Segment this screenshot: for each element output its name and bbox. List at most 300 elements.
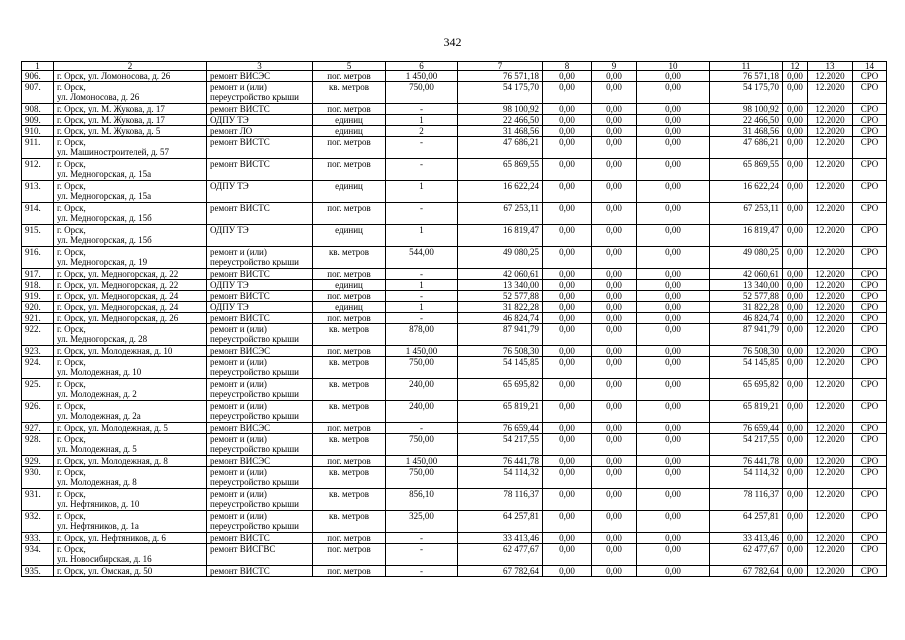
column-header: 14 (853, 62, 887, 71)
cell-address (54, 489, 207, 511)
cell-volume: 1 450,00 (386, 456, 458, 467)
address-line: г. Орск, (57, 357, 86, 367)
cell-col-9: 0,00 (592, 71, 637, 82)
cell-source: СРО (853, 137, 887, 159)
cell-period: 12.2020 (808, 291, 853, 302)
cell-unit: кв. метров (313, 401, 386, 423)
cell-col-9: 0,00 (592, 467, 637, 489)
cell-col-8: 0,00 (543, 511, 592, 533)
cell-col-11: 47 686,21 (710, 137, 783, 159)
address-line: г. Орск, (57, 401, 86, 411)
work-line: ОДПУ ТЭ (210, 115, 249, 125)
cell-volume: - (386, 137, 458, 159)
address-line: г. Орск, ул. Нефтяников, д. 6 (57, 533, 166, 543)
work-line: ОДПУ ТЭ (210, 280, 249, 290)
address-line: г. Орск, (57, 159, 86, 169)
cell-source: СРО (853, 434, 887, 456)
cell-col-10: 0,00 (637, 291, 710, 302)
cell-col-9: 0,00 (592, 181, 637, 203)
address-line: г. Орск, (57, 203, 86, 213)
work-line: переустройство крыши (210, 444, 299, 454)
cell-cost-total: 76 659,44 (458, 423, 543, 434)
cell-source: СРО (853, 159, 887, 181)
cell-work-type (207, 489, 313, 511)
page-number: 342 (443, 35, 462, 49)
cell-col-10: 0,00 (637, 302, 710, 313)
address-line: г. Орск, (57, 82, 86, 92)
cell-volume: 1 (386, 225, 458, 247)
cell-volume: 750,00 (386, 467, 458, 489)
cell-period: 12.2020 (808, 302, 853, 313)
cell-col-12: 0,00 (783, 566, 808, 577)
work-line: ремонт ВИСТС (210, 291, 270, 301)
cell-col-10: 0,00 (637, 423, 710, 434)
cell-col-11: 65 819,21 (710, 401, 783, 423)
cell-col-9: 0,00 (592, 313, 637, 324)
cell-source: СРО (853, 280, 887, 291)
table-row (22, 423, 887, 434)
cell-unit: пог. метров (313, 313, 386, 324)
cell-work-type (207, 566, 313, 577)
cell-source: СРО (853, 291, 887, 302)
cell-unit: единиц (313, 225, 386, 247)
work-line: переустройство крыши (210, 334, 299, 344)
cell-col-12: 0,00 (783, 379, 808, 401)
table-row (22, 181, 887, 203)
cell-source: СРО (853, 379, 887, 401)
cell-col-11: 76 571,18 (710, 71, 783, 82)
cell-unit: пог. метров (313, 566, 386, 577)
cell-col-11: 65 869,55 (710, 159, 783, 181)
address-line: ул. Молодежная, д. 2 (57, 389, 137, 399)
cell-period: 12.2020 (808, 203, 853, 225)
cell-period: 12.2020 (808, 137, 853, 159)
address-line: г. Орск, (57, 489, 86, 499)
cell-col-11: 67 782,64 (710, 566, 783, 577)
cell-source: СРО (853, 181, 887, 203)
cell-col-9: 0,00 (592, 203, 637, 225)
work-line: ремонт и (или) (210, 357, 267, 367)
cell-address (54, 82, 207, 104)
cell-address (54, 533, 207, 544)
cell-unit: пог. метров (313, 291, 386, 302)
cell-address (54, 159, 207, 181)
cell-volume: - (386, 423, 458, 434)
column-header: 10 (637, 62, 710, 71)
address-line: г. Орск, (57, 181, 86, 191)
cell-address (54, 324, 207, 346)
work-line: ремонт ВИСТС (210, 203, 270, 213)
cell-col-12: 0,00 (783, 225, 808, 247)
table-row (22, 533, 887, 544)
cell-row-number: 911. (22, 137, 54, 159)
cell-col-12: 0,00 (783, 280, 808, 291)
work-line: переустройство крыши (210, 477, 299, 487)
address-line: г. Орск, ул. М. Жукова, д. 17 (57, 115, 165, 125)
cell-unit: пог. метров (313, 104, 386, 115)
cell-col-9: 0,00 (592, 544, 637, 566)
cell-col-10: 0,00 (637, 467, 710, 489)
cell-col-8: 0,00 (543, 566, 592, 577)
cell-row-number: 920. (22, 302, 54, 313)
cell-col-11: 54 217,55 (710, 434, 783, 456)
cell-row-number: 929. (22, 456, 54, 467)
cell-source: СРО (853, 203, 887, 225)
cell-address (54, 401, 207, 423)
table-row (22, 269, 887, 280)
column-number-row (22, 62, 887, 71)
table-row (22, 324, 887, 346)
cell-work-type (207, 302, 313, 313)
cell-col-9: 0,00 (592, 511, 637, 533)
cell-volume: - (386, 104, 458, 115)
cell-col-10: 0,00 (637, 434, 710, 456)
cell-volume: 1 (386, 115, 458, 126)
cell-col-8: 0,00 (543, 71, 592, 82)
cell-col-11: 87 941,79 (710, 324, 783, 346)
cell-col-9: 0,00 (592, 346, 637, 357)
table-header (22, 62, 887, 71)
cell-work-type (207, 401, 313, 423)
cell-volume: 1 (386, 302, 458, 313)
cell-col-12: 0,00 (783, 181, 808, 203)
cell-source: СРО (853, 357, 887, 379)
table-row (22, 137, 887, 159)
work-line: переустройство крыши (210, 389, 299, 399)
cell-volume: - (386, 203, 458, 225)
cell-work-type (207, 203, 313, 225)
cell-source: СРО (853, 423, 887, 434)
cell-work-type (207, 137, 313, 159)
cell-source: СРО (853, 346, 887, 357)
work-line: переустройство крыши (210, 411, 299, 421)
cell-source: СРО (853, 126, 887, 137)
cell-col-9: 0,00 (592, 269, 637, 280)
cell-col-9: 0,00 (592, 379, 637, 401)
address-line: ул. Новосибирская, д. 16 (57, 554, 152, 564)
cell-cost-total: 76 571,18 (458, 71, 543, 82)
cell-unit: единиц (313, 280, 386, 291)
column-header: 12 (783, 62, 808, 71)
cell-work-type (207, 511, 313, 533)
cell-col-11: 31 468,56 (710, 126, 783, 137)
cell-unit: кв. метров (313, 467, 386, 489)
cell-work-type (207, 269, 313, 280)
cell-work-type (207, 313, 313, 324)
cell-col-9: 0,00 (592, 225, 637, 247)
cell-col-11: 67 253,11 (710, 203, 783, 225)
cell-col-11: 33 413,46 (710, 533, 783, 544)
cell-col-12: 0,00 (783, 357, 808, 379)
cell-volume: 750,00 (386, 357, 458, 379)
work-line: ремонт и (или) (210, 511, 267, 521)
address-line: ул. Медногорская, д. 15б (57, 213, 152, 223)
cell-row-number: 919. (22, 291, 54, 302)
cell-volume: - (386, 566, 458, 577)
cell-work-type (207, 423, 313, 434)
address-line: г. Орск, (57, 225, 86, 235)
cell-volume: - (386, 159, 458, 181)
cell-col-9: 0,00 (592, 115, 637, 126)
cell-period: 12.2020 (808, 126, 853, 137)
cell-cost-total: 64 257,81 (458, 511, 543, 533)
cell-col-12: 0,00 (783, 467, 808, 489)
column-header: 5 (313, 62, 386, 71)
cell-col-9: 0,00 (592, 291, 637, 302)
work-line: переустройство крыши (210, 499, 299, 509)
cell-period: 12.2020 (808, 269, 853, 280)
cell-source: СРО (853, 544, 887, 566)
cell-work-type (207, 467, 313, 489)
cell-row-number: 908. (22, 104, 54, 115)
cell-unit: единиц (313, 302, 386, 313)
cell-col-11: 98 100,92 (710, 104, 783, 115)
cell-address (54, 126, 207, 137)
cell-col-9: 0,00 (592, 82, 637, 104)
cell-col-10: 0,00 (637, 247, 710, 269)
cell-col-10: 0,00 (637, 181, 710, 203)
cell-col-12: 0,00 (783, 247, 808, 269)
cell-col-12: 0,00 (783, 115, 808, 126)
cell-source: СРО (853, 302, 887, 313)
cell-work-type (207, 71, 313, 82)
address-line: ул. Медногорская, д. 19 (57, 257, 148, 267)
cell-col-12: 0,00 (783, 346, 808, 357)
cell-col-9: 0,00 (592, 423, 637, 434)
cell-col-11: 64 257,81 (710, 511, 783, 533)
cell-row-number: 932. (22, 511, 54, 533)
cell-volume: 1 (386, 280, 458, 291)
table-row (22, 511, 887, 533)
address-line: ул. Молодежная, д. 5 (57, 444, 137, 454)
cell-cost-total: 67 782,64 (458, 566, 543, 577)
cell-source: СРО (853, 489, 887, 511)
cell-address (54, 71, 207, 82)
address-line: г. Орск, ул. Медногорская, д. 24 (57, 291, 179, 301)
cell-period: 12.2020 (808, 566, 853, 577)
column-header: 1 (22, 62, 54, 71)
cell-row-number: 907. (22, 82, 54, 104)
cell-source: СРО (853, 401, 887, 423)
cell-cost-total: 54 114,32 (458, 467, 543, 489)
cell-unit: единиц (313, 115, 386, 126)
cell-cost-total: 76 441,78 (458, 456, 543, 467)
cell-period: 12.2020 (808, 423, 853, 434)
cell-col-8: 0,00 (543, 137, 592, 159)
cell-col-11: 16 819,47 (710, 225, 783, 247)
cell-cost-total: 47 686,21 (458, 137, 543, 159)
cell-col-10: 0,00 (637, 544, 710, 566)
cell-col-8: 0,00 (543, 291, 592, 302)
cell-address (54, 379, 207, 401)
cell-unit: пог. метров (313, 456, 386, 467)
cell-col-10: 0,00 (637, 280, 710, 291)
cell-address (54, 302, 207, 313)
cell-col-12: 0,00 (783, 489, 808, 511)
cell-work-type (207, 247, 313, 269)
cell-col-10: 0,00 (637, 269, 710, 280)
cell-work-type (207, 346, 313, 357)
cell-address (54, 566, 207, 577)
cell-period: 12.2020 (808, 357, 853, 379)
table-row (22, 401, 887, 423)
cell-col-12: 0,00 (783, 269, 808, 280)
cell-col-10: 0,00 (637, 401, 710, 423)
cell-col-12: 0,00 (783, 302, 808, 313)
cell-unit: кв. метров (313, 489, 386, 511)
cell-period: 12.2020 (808, 467, 853, 489)
cell-work-type (207, 533, 313, 544)
cell-address (54, 511, 207, 533)
table-row (22, 313, 887, 324)
cell-unit: пог. метров (313, 71, 386, 82)
cell-col-11: 46 824,74 (710, 313, 783, 324)
table-row (22, 434, 887, 456)
cell-col-9: 0,00 (592, 533, 637, 544)
table-row (22, 115, 887, 126)
cell-period: 12.2020 (808, 181, 853, 203)
cell-source: СРО (853, 456, 887, 467)
cell-col-9: 0,00 (592, 137, 637, 159)
cell-col-9: 0,00 (592, 434, 637, 456)
cell-address (54, 203, 207, 225)
cell-unit: пог. метров (313, 544, 386, 566)
cell-col-8: 0,00 (543, 434, 592, 456)
table-row (22, 280, 887, 291)
cell-cost-total: 31 822,28 (458, 302, 543, 313)
cell-source: СРО (853, 324, 887, 346)
cell-col-12: 0,00 (783, 313, 808, 324)
work-line: ОДПУ ТЭ (210, 225, 249, 235)
table-row (22, 159, 887, 181)
table-row (22, 379, 887, 401)
cell-work-type (207, 291, 313, 302)
cell-period: 12.2020 (808, 511, 853, 533)
work-line: переустройство крыши (210, 257, 299, 267)
cell-cost-total: 78 116,37 (458, 489, 543, 511)
work-line: ремонт ВИСТС (210, 104, 270, 114)
cell-cost-total: 16 622,24 (458, 181, 543, 203)
cell-col-8: 0,00 (543, 104, 592, 115)
cell-work-type (207, 280, 313, 291)
cell-col-8: 0,00 (543, 280, 592, 291)
address-line: г. Орск, (57, 511, 86, 521)
cell-col-9: 0,00 (592, 324, 637, 346)
cell-row-number: 916. (22, 247, 54, 269)
cell-row-number: 918. (22, 280, 54, 291)
cell-col-10: 0,00 (637, 456, 710, 467)
table-row (22, 346, 887, 357)
cell-work-type (207, 126, 313, 137)
cell-row-number: 914. (22, 203, 54, 225)
cell-col-9: 0,00 (592, 247, 637, 269)
cell-col-12: 0,00 (783, 126, 808, 137)
cell-source: СРО (853, 313, 887, 324)
cell-col-11: 22 466,50 (710, 115, 783, 126)
address-line: г. Орск, (57, 467, 86, 477)
cell-col-11: 78 116,37 (710, 489, 783, 511)
cell-volume: - (386, 291, 458, 302)
cell-col-9: 0,00 (592, 280, 637, 291)
cell-cost-total: 46 824,74 (458, 313, 543, 324)
cell-volume: 544,00 (386, 247, 458, 269)
cell-cost-total: 31 468,56 (458, 126, 543, 137)
cell-col-9: 0,00 (592, 104, 637, 115)
cell-unit: пог. метров (313, 533, 386, 544)
work-line: ремонт ВИСЭС (210, 71, 271, 81)
cell-row-number: 923. (22, 346, 54, 357)
cell-source: СРО (853, 82, 887, 104)
cell-period: 12.2020 (808, 104, 853, 115)
cell-col-9: 0,00 (592, 489, 637, 511)
cell-volume: 750,00 (386, 82, 458, 104)
cell-work-type (207, 115, 313, 126)
cell-unit: пог. метров (313, 423, 386, 434)
cell-address (54, 181, 207, 203)
cell-period: 12.2020 (808, 544, 853, 566)
cell-unit: пог. метров (313, 203, 386, 225)
cell-col-11: 49 080,25 (710, 247, 783, 269)
address-line: г. Орск, ул. Медногорская, д. 26 (57, 313, 179, 323)
cell-col-8: 0,00 (543, 467, 592, 489)
work-line: ремонт ВИСЭС (210, 346, 271, 356)
cell-cost-total: 98 100,92 (458, 104, 543, 115)
cell-cost-total: 65 819,21 (458, 401, 543, 423)
cell-cost-total: 54 175,70 (458, 82, 543, 104)
cell-volume: 1 450,00 (386, 71, 458, 82)
cell-col-12: 0,00 (783, 423, 808, 434)
cell-col-12: 0,00 (783, 82, 808, 104)
work-line: ремонт и (или) (210, 379, 267, 389)
cell-cost-total: 62 477,67 (458, 544, 543, 566)
cell-col-8: 0,00 (543, 159, 592, 181)
work-line: ремонт и (или) (210, 82, 267, 92)
cell-col-8: 0,00 (543, 489, 592, 511)
cell-row-number: 927. (22, 423, 54, 434)
cell-row-number: 934. (22, 544, 54, 566)
table-row (22, 302, 887, 313)
cell-period: 12.2020 (808, 71, 853, 82)
work-line: ОДПУ ТЭ (210, 302, 249, 312)
cell-address (54, 467, 207, 489)
cell-col-10: 0,00 (637, 104, 710, 115)
address-line: г. Орск, (57, 544, 86, 554)
cell-col-8: 0,00 (543, 126, 592, 137)
cell-cost-total: 87 941,79 (458, 324, 543, 346)
cell-cost-total: 54 145,85 (458, 357, 543, 379)
cell-col-11: 76 508,30 (710, 346, 783, 357)
cell-period: 12.2020 (808, 159, 853, 181)
table-row (22, 566, 887, 577)
cell-volume: 240,00 (386, 401, 458, 423)
work-line: ремонт и (или) (210, 247, 267, 257)
cell-col-8: 0,00 (543, 456, 592, 467)
cell-unit: кв. метров (313, 247, 386, 269)
cell-unit: единиц (313, 126, 386, 137)
cell-row-number: 925. (22, 379, 54, 401)
cell-address (54, 357, 207, 379)
table-row (22, 104, 887, 115)
cell-col-12: 0,00 (783, 104, 808, 115)
table-row (22, 544, 887, 566)
cell-period: 12.2020 (808, 533, 853, 544)
cell-volume: 1 450,00 (386, 346, 458, 357)
cell-unit: кв. метров (313, 434, 386, 456)
cell-address (54, 434, 207, 456)
cell-cost-total: 22 466,50 (458, 115, 543, 126)
work-line: переустройство крыши (210, 92, 299, 102)
cell-col-12: 0,00 (783, 137, 808, 159)
